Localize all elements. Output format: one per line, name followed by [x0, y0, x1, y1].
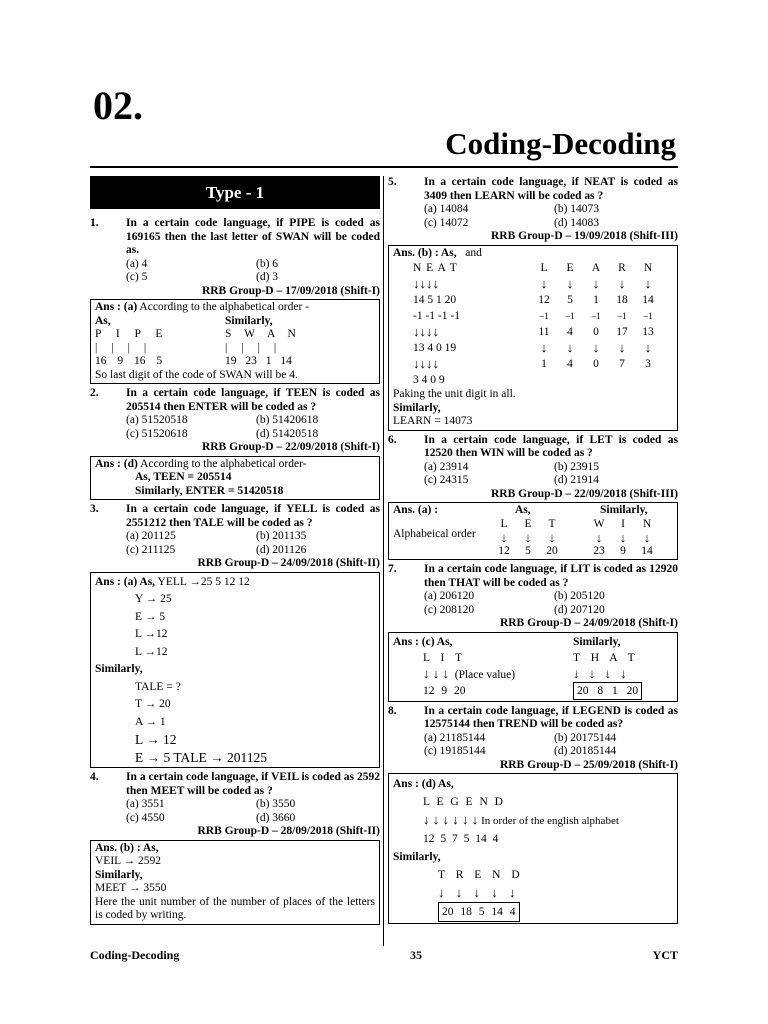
question-6 — [388, 434, 678, 461]
answer-box — [388, 773, 678, 924]
option: (b) 6 — [256, 257, 279, 270]
arrows: ↓↓↓↓ — [413, 276, 439, 291]
option: (c) 211125 — [126, 543, 176, 556]
options — [90, 530, 380, 557]
option: (d) 207120 — [554, 603, 605, 616]
similarly-label: Similarly, — [225, 314, 273, 327]
chapter-title: Coding-Decoding — [445, 126, 676, 161]
answer-line: L →12 — [135, 645, 168, 658]
source: RRB Group-D – 24/09/2018 (Shift-I) — [499, 617, 678, 629]
question-text: In a certain code language, if TEEN is coded as 205514 then ENTER will be coded as ? — [126, 387, 380, 413]
number: 1 — [541, 358, 547, 370]
option: (a) 23914 — [424, 460, 469, 473]
number: 0 — [593, 326, 599, 338]
question-number: 3. — [90, 503, 99, 515]
number: 5 — [525, 544, 531, 557]
answer-label: Ans. (b) : As, — [393, 246, 457, 259]
question-number: 5. — [388, 176, 397, 188]
question-3 — [90, 503, 380, 530]
question-4 — [90, 771, 380, 798]
source: RRB Group-D – 25/09/2018 (Shift-I) — [499, 758, 678, 771]
answer-box — [388, 502, 678, 560]
similarly-label: Similarly, — [573, 635, 621, 648]
numbers: 16 9 16 5 — [95, 355, 163, 367]
options — [388, 461, 678, 488]
question-number: 1. — [90, 217, 99, 229]
options — [90, 414, 380, 441]
source: RRB Group-D – 24/09/2018 (Shift-II) — [197, 557, 380, 569]
question-text: In a certain code language, if YELL is coded as 2551212 then TALE will be coded as ? — [126, 503, 380, 529]
arrows: ↓ ↓ ↓ ↓ ↓ — [438, 885, 516, 900]
question-8 — [388, 705, 678, 732]
question-1 — [90, 217, 380, 258]
number: 5 — [567, 294, 573, 306]
title-rule — [90, 166, 678, 168]
options — [90, 258, 380, 285]
options — [388, 590, 678, 617]
letter: L — [540, 262, 548, 274]
word: N E A T — [413, 262, 457, 274]
question-text: In a certain code language, if LET is coded as 12520 then WIN will be coded as ? — [424, 433, 678, 459]
numbers: 13 4 0 19 — [413, 342, 457, 354]
number: 11 — [538, 326, 550, 338]
option: (c) 19185144 — [424, 745, 486, 757]
word: S W A N — [225, 328, 297, 340]
numbers: 19 23 1 14 — [225, 355, 292, 367]
arrows: ↓ ↓ ↓ ↓ — [573, 665, 627, 681]
answer-label: Ans : (c) As, — [393, 635, 453, 648]
answer-box — [90, 572, 380, 769]
question-text: In a certain code language, if VEIL is coded as 2592 then MEET will be coded as ? — [126, 771, 380, 797]
source: RRB Group-D – 22/09/2018 (Shift-III) — [491, 487, 678, 500]
number: 9 — [620, 544, 626, 557]
note: In order of the english alphabet — [481, 815, 619, 827]
arrows: ↓↓↓↓ — [413, 324, 439, 339]
numbers: 20 8 1 20 — [573, 682, 642, 700]
question-number: 7. — [388, 563, 397, 575]
question-7 — [388, 563, 678, 590]
word: T R E N D — [438, 869, 520, 881]
source: RRB Group-D – 19/09/2018 (Shift-III) — [491, 230, 678, 242]
option: (a) 14084 — [424, 203, 469, 215]
chapter-number: 02. — [93, 83, 143, 128]
answer-line: T → 20 — [135, 698, 171, 710]
option: (c) 14072 — [424, 216, 469, 229]
letter: W — [593, 517, 605, 530]
answer-text: According to the alphabetical order- — [140, 457, 307, 470]
option: (a) 51520518 — [126, 414, 188, 426]
similarly-label: Similarly, — [95, 663, 143, 675]
answer-text: According to the alphabetical order - — [139, 301, 309, 313]
footer-right: YCT — [652, 948, 678, 962]
arrows: |||| — [225, 341, 291, 354]
letter: E — [566, 262, 574, 274]
question-text: In a certain code language, if LIT is coded as 12920 then THAT will be coded as ? — [424, 563, 678, 589]
option: (a) 201125 — [126, 530, 176, 542]
question-5 — [388, 176, 678, 203]
answer-box — [90, 456, 380, 501]
answer-line: VEIL → 2592 — [95, 855, 162, 867]
number: 12 — [538, 294, 550, 306]
minus: –1 — [565, 311, 575, 321]
number: 0 — [593, 358, 599, 370]
column-divider — [383, 176, 384, 946]
answer-line: As, TEEN = 205514 — [135, 471, 232, 483]
number: 14 — [641, 544, 653, 557]
source: RRB Group-D – 17/09/2018 (Shift-I) — [201, 284, 380, 297]
letter: T — [548, 517, 556, 530]
number: 4 — [567, 326, 573, 338]
letter: A — [591, 262, 601, 274]
question-number: 2. — [90, 387, 99, 399]
letter: N — [642, 517, 652, 530]
answer-label: Ans : (a) As, — [95, 575, 156, 588]
answer-line: MEET → 3550 — [95, 882, 167, 894]
arrows: ↓ ↓ ↓ — [423, 665, 449, 681]
option: (b) 23915 — [554, 460, 600, 473]
word: L E G E N D — [423, 796, 503, 808]
left-column — [90, 176, 380, 928]
result: LEARN = 14073 — [393, 415, 473, 427]
minus: –1 — [591, 311, 601, 321]
option: (c) 4550 — [126, 811, 165, 824]
answer-label: Ans. (a) : — [393, 504, 439, 516]
question-text: In a certain code language, if NEAT is coded as 3409 then LEARN will be coded as ? — [424, 176, 678, 202]
number: 14 — [642, 294, 654, 306]
page-number: 35 — [410, 948, 422, 962]
option: (a) 21185144 — [424, 731, 486, 744]
numbers: 20 18 5 14 4 — [438, 902, 520, 922]
question-text: In a certain code language, if PIPE is coded as 169165 then the last letter of SWAN will be coded as. — [126, 217, 380, 256]
options — [90, 798, 380, 825]
number: 13 — [642, 326, 654, 338]
answer-line: Y → 25 — [135, 593, 172, 605]
similarly-label: Similarly, — [393, 851, 441, 863]
word: P I P E — [95, 328, 164, 340]
minus: –1 — [539, 311, 549, 321]
option: (d) 21914 — [554, 474, 600, 486]
arrows: ↓ ↓ ↓ ↓ ↓ ↓ — [423, 812, 479, 827]
option: (d) 3660 — [256, 811, 296, 824]
minus: –1 — [643, 311, 653, 321]
number: 3 — [645, 358, 651, 370]
numbers: 14 5 1 20 — [413, 294, 457, 306]
option: (d) 20185144 — [554, 745, 617, 757]
answer-line: TALE = ? — [135, 680, 181, 693]
option: (a) 206120 — [424, 590, 475, 602]
question-text: In a certain code language, if LEGEND is coded as 12575144 then TREND will be coded as? — [424, 704, 678, 730]
answer-label: Ans : (a) — [95, 301, 138, 313]
option: (c) 24315 — [424, 474, 469, 486]
letter: E — [524, 517, 532, 530]
and-label: and — [465, 246, 482, 259]
letter: N — [643, 262, 653, 274]
number: 23 — [593, 544, 605, 557]
number: 20 — [546, 544, 558, 557]
number: 1 — [593, 294, 599, 306]
as-label: As, — [95, 314, 111, 327]
footer — [90, 948, 678, 963]
option: (b) 201135 — [256, 530, 307, 542]
answer-box — [388, 632, 678, 702]
option: (b) 3550 — [256, 798, 296, 810]
option: (d) 201126 — [256, 543, 307, 556]
number: 7 — [619, 358, 625, 370]
option: (b) 51420618 — [256, 414, 319, 426]
answer-box — [90, 299, 380, 384]
option: (d) 14083 — [554, 216, 600, 229]
question-2 — [90, 387, 380, 414]
option: (b) 14073 — [554, 203, 600, 215]
number: 17 — [616, 326, 628, 338]
question-number: 4. — [90, 771, 99, 783]
place-value-label: (Place value) — [454, 668, 516, 681]
answer-line: E → 5 TALE → 201125 — [135, 749, 268, 765]
answer-line: Similarly, ENTER = 51420518 — [135, 484, 284, 497]
similarly-label: Similarly, — [600, 504, 648, 516]
source: RRB Group-D – 28/09/2018 (Shift-II) — [197, 825, 380, 837]
arrows: ↓ ↓ ↓ ↓ ↓ — [540, 276, 652, 291]
as-label: As, — [515, 504, 531, 516]
option: (c) 51520618 — [126, 427, 188, 440]
arrows: ↓ ↓ ↓ ↓ ↓ — [540, 340, 652, 355]
type-heading: Type - 1 — [90, 176, 380, 209]
right-column — [388, 176, 678, 927]
answer-line: L → 12 — [135, 732, 177, 747]
conclusion: So last digit of the code of SWAN will be 4. — [95, 368, 298, 381]
question-number: 6. — [388, 433, 397, 446]
option: (d) 51420518 — [256, 427, 319, 440]
answer-box — [90, 840, 380, 925]
minus: –1 — [617, 311, 627, 321]
conclusion: Paking the unit digit in all. — [393, 388, 516, 400]
option: (d) 3 — [256, 271, 279, 283]
similarly-label: Similarly, — [393, 401, 441, 414]
word: L I T — [423, 651, 462, 664]
option: (c) 208120 — [424, 603, 475, 616]
option: (a) 3551 — [126, 798, 165, 810]
letter: L — [500, 517, 508, 530]
answer-line: A → 1 — [135, 715, 166, 728]
footer-left: Coding-Decoding — [90, 948, 180, 962]
answer-label: Ans : (d) As, — [393, 778, 454, 790]
numbers: 12 9 20 — [423, 684, 466, 697]
number: 12 — [498, 544, 510, 557]
option: (c) 5 — [126, 271, 148, 283]
options — [388, 203, 678, 230]
answer-label: Ans : (d) — [95, 457, 138, 470]
arrows: ↓↓↓↓ — [413, 356, 439, 371]
arrows: ↓ ↓ ↓ — [595, 530, 651, 545]
minus-row: -1 -1 -1 -1 — [413, 310, 460, 322]
similarly-label: Similarly, — [95, 868, 143, 881]
word: T H A T — [573, 651, 635, 664]
question-number: 8. — [388, 704, 397, 717]
option: (b) 205120 — [554, 590, 605, 602]
answer-label: Ans. (b) : As, — [95, 841, 159, 854]
option: (b) 20175144 — [554, 731, 617, 744]
numbers: 12 5 7 5 14 4 — [423, 833, 499, 845]
source: RRB Group-D – 22/09/2018 (Shift-I) — [201, 441, 380, 453]
answer-line: L →12 — [135, 628, 168, 640]
option: (a) 4 — [126, 257, 148, 270]
arrows: |||| — [95, 341, 161, 354]
side-label: Alphabeical order — [393, 527, 476, 540]
answer-text: YELL →25 5 12 12 — [157, 575, 250, 588]
arrows: ↓ ↓ ↓ — [500, 530, 556, 545]
number: 18 — [616, 294, 628, 306]
answer-line: E → 5 — [135, 610, 166, 623]
options — [388, 732, 678, 759]
numbers: 3 4 0 9 — [413, 374, 445, 386]
number: 4 — [567, 358, 573, 370]
letter: R — [618, 262, 626, 274]
answer-box — [388, 245, 678, 431]
letter: I — [621, 517, 625, 530]
answer-line: Here the unit number of the number of places of the letters is coded by writing. — [95, 895, 375, 921]
